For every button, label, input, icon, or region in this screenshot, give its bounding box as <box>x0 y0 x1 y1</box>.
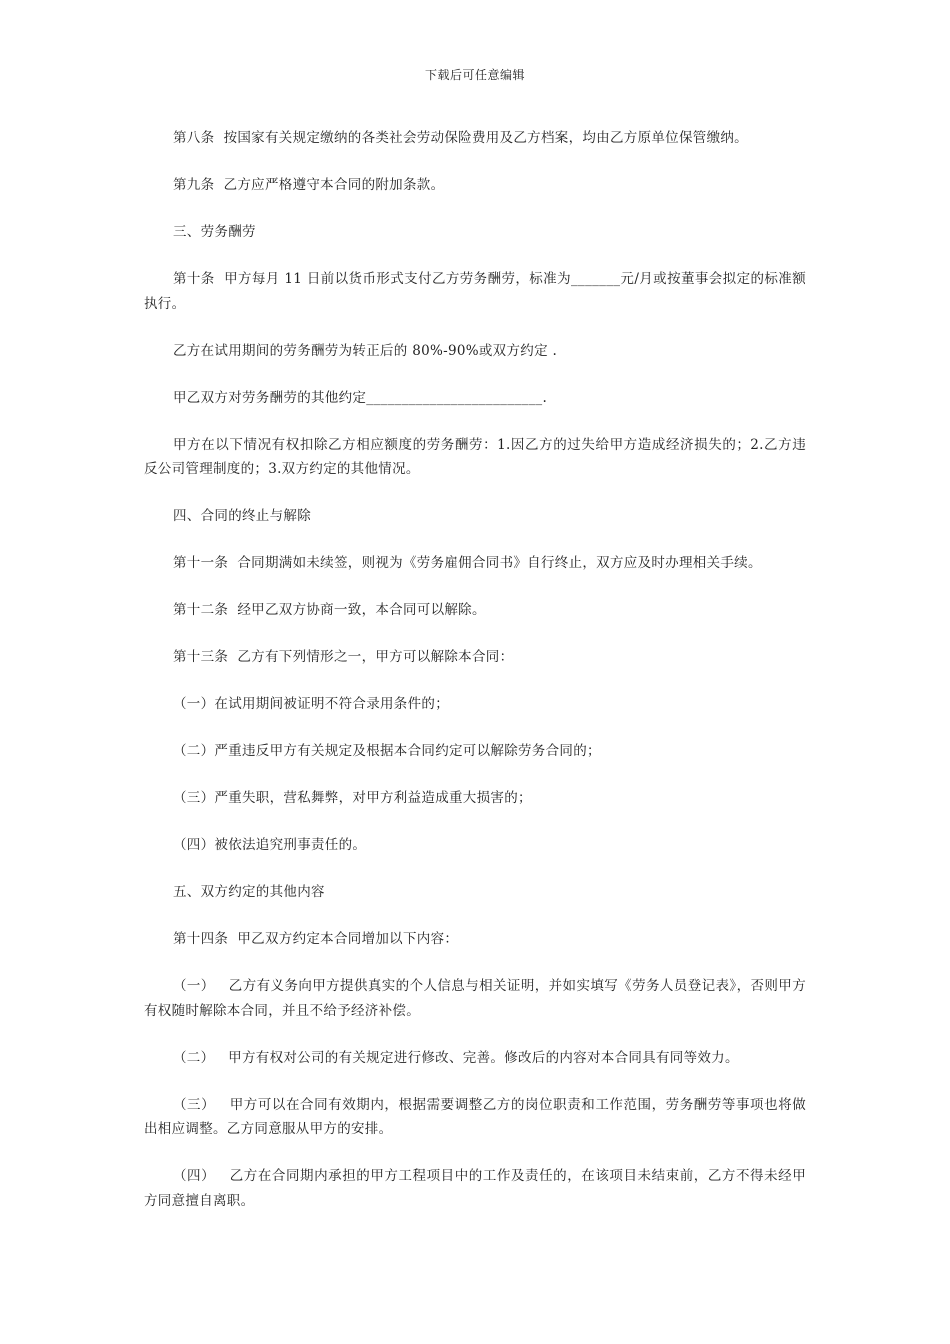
article-13-item-1: （一）在试用期间被证明不符合录用条件的； <box>173 696 449 712</box>
article-13: 第十三条 乙方有下列情形之一，甲方可以解除本合同： <box>173 649 514 665</box>
article-12: 第十二条 经甲乙双方协商一致，本合同可以解除。 <box>173 602 486 618</box>
document-body <box>144 126 806 1236</box>
pay-deduction-paragraph: 甲方在以下情况有权扣除乙方相应额度的劳务酬劳：1.因乙方的过失给甲方造成经济损失的；2.乙方违反公司管理制度的；3.双方约定的其他情况。 <box>144 436 806 477</box>
section-heading-other-terms: 五、双方约定的其他内容 <box>173 884 325 900</box>
article-14-item-2: （二） 甲方有权对公司的有关规定进行修改、完善。修改后的内容对本合同具有同等效力。 <box>173 1049 739 1066</box>
section-heading-remuneration: 三、劳务酬劳 <box>173 224 256 240</box>
article-13-item-4: （四）被依法追究刑事责任的。 <box>173 837 367 853</box>
article-10: 第十条 甲方每月 11 日前以货币形式支付乙方劳务酬劳，标准为_______元/月或按董事会拟定的标准额执行。 <box>144 271 806 312</box>
article-9: 第九条 乙方应严格遵守本合同的附加条款。 <box>173 177 445 193</box>
article-14-item-1: （一） 乙方有义务向甲方提供真实的个人信息与相关证明，并如实填写《劳务人员登记表》，否则甲方有权随时解除本合同，并且不给予经济补偿。 <box>144 978 806 1019</box>
probation-pay-paragraph: 乙方在试用期间的劳务酬劳为转正后的 80%-90%或双方约定 . <box>173 342 558 359</box>
other-pay-agreement: 甲乙双方对劳务酬劳的其他约定_________________________. <box>173 389 548 406</box>
section-heading-termination: 四、合同的终止与解除 <box>173 508 311 524</box>
article-11: 第十一条 合同期满如未续签，则视为《劳务雇佣合同书》自行终止，双方应及时办理相关手续。 <box>173 555 762 571</box>
article-8: 第八条 按国家有关规定缴纳的各类社会劳动保险费用及乙方档案，均由乙方原单位保管缴纳。 <box>173 130 748 146</box>
article-14-item-3: （三） 甲方可以在合同有效期内，根据需要调整乙方的岗位职责和工作范围，劳务酬劳等事项也将做出相应调整。乙方同意服从甲方的安排。 <box>144 1096 806 1137</box>
page-header: 下载后可任意编辑 <box>424 68 525 82</box>
article-13-item-3: （三）严重失职，营私舞弊，对甲方利益造成重大损害的； <box>173 790 532 806</box>
article-13-item-2: （二）严重违反甲方有关规定及根据本合同约定可以解除劳务合同的； <box>173 743 601 759</box>
article-14: 第十四条 甲乙双方约定本合同增加以下内容： <box>173 931 459 947</box>
article-14-item-4: （四） 乙方在合同期内承担的甲方工程项目中的工作及责任的，在该项目未结束前，乙方不得未经甲方同意擅自离职。 <box>144 1168 806 1209</box>
